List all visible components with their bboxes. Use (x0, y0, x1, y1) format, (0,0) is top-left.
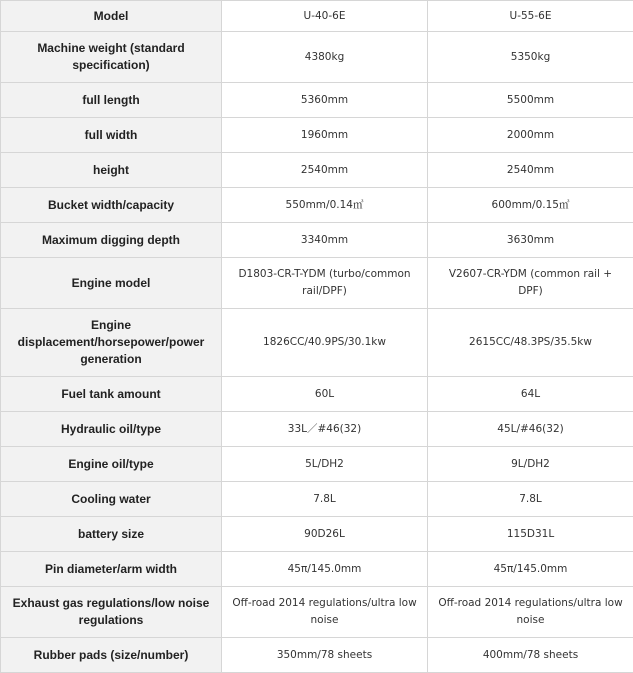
cell-u55: 600mm/0.15㎥ (428, 188, 633, 223)
cell-u40: 60L (222, 377, 428, 412)
cell-u40: 1826CC/40.9PS/30.1kw (222, 309, 428, 377)
row-label: full length (1, 83, 222, 118)
cell-u55: 115D31L (428, 517, 633, 552)
cell-u55: 2000mm (428, 118, 633, 153)
cell-u55: 400mm/78 sheets (428, 638, 633, 673)
table-row (1, 517, 633, 552)
cell-u40: 5L/DH2 (222, 447, 428, 482)
cell-u55: Off-road 2014 regulations/ultra low noise (428, 587, 633, 638)
cell-u55: 5350kg (428, 32, 633, 83)
row-label: Bucket width/capacity (1, 188, 222, 223)
table-row (1, 223, 633, 258)
table-row (1, 188, 633, 223)
table-row (1, 83, 633, 118)
cell-u55: 3630mm (428, 223, 633, 258)
row-label: full width (1, 118, 222, 153)
cell-u40: 3340mm (222, 223, 428, 258)
cell-u55: 2540mm (428, 153, 633, 188)
model-u40-header: U-40-6E (222, 1, 428, 32)
table-header-row (1, 1, 633, 32)
table-row (1, 638, 633, 673)
table-row (1, 552, 633, 587)
cell-u40: 5360mm (222, 83, 428, 118)
table-row (1, 482, 633, 517)
cell-u55: 64L (428, 377, 633, 412)
row-label: Maximum digging depth (1, 223, 222, 258)
cell-u55: 2615CC/48.3PS/35.5kw (428, 309, 633, 377)
cell-u55: 7.8L (428, 482, 633, 517)
table-row (1, 153, 633, 188)
table-row (1, 447, 633, 482)
row-label: battery size (1, 517, 222, 552)
table-row (1, 377, 633, 412)
row-label: Rubber pads (size/number) (1, 638, 222, 673)
cell-u40: 350mm/78 sheets (222, 638, 428, 673)
cell-u55: 45π/145.0mm (428, 552, 633, 587)
cell-u40: 1960mm (222, 118, 428, 153)
table-row (1, 32, 633, 83)
cell-u40: 7.8L (222, 482, 428, 517)
row-label: Engine oil/type (1, 447, 222, 482)
table-row (1, 412, 633, 447)
cell-u55: V2607-CR-YDM (common rail + DPF) (428, 258, 633, 309)
cell-u55: 9L/DH2 (428, 447, 633, 482)
cell-u40: D1803-CR-T-YDM (turbo/common rail/DPF) (222, 258, 428, 309)
cell-u55: 45L/#46(32) (428, 412, 633, 447)
cell-u40: 90D26L (222, 517, 428, 552)
cell-u40: 2540mm (222, 153, 428, 188)
row-label: Engine displacement/horsepower/power generation (1, 309, 222, 377)
cell-u40: 45π/145.0mm (222, 552, 428, 587)
row-label: Engine model (1, 258, 222, 309)
cell-u40: Off-road 2014 regulations/ultra low noise (222, 587, 428, 638)
cell-u55: 5500mm (428, 83, 633, 118)
row-label: Hydraulic oil/type (1, 412, 222, 447)
cell-u40: 4380kg (222, 32, 428, 83)
row-label: Machine weight (standard specification) (1, 32, 222, 83)
model-u55-header: U-55-6E (428, 1, 633, 32)
row-label: Cooling water (1, 482, 222, 517)
table-row (1, 587, 633, 638)
row-label: Pin diameter/arm width (1, 552, 222, 587)
row-label: height (1, 153, 222, 188)
cell-u40: 550mm/0.14㎥ (222, 188, 428, 223)
header-label: Model (1, 1, 222, 32)
row-label: Exhaust gas regulations/low noise regulations (1, 587, 222, 638)
cell-u40: 33L／#46(32) (222, 412, 428, 447)
table-row (1, 309, 633, 377)
table-row (1, 118, 633, 153)
table-row (1, 258, 633, 309)
row-label: Fuel tank amount (1, 377, 222, 412)
